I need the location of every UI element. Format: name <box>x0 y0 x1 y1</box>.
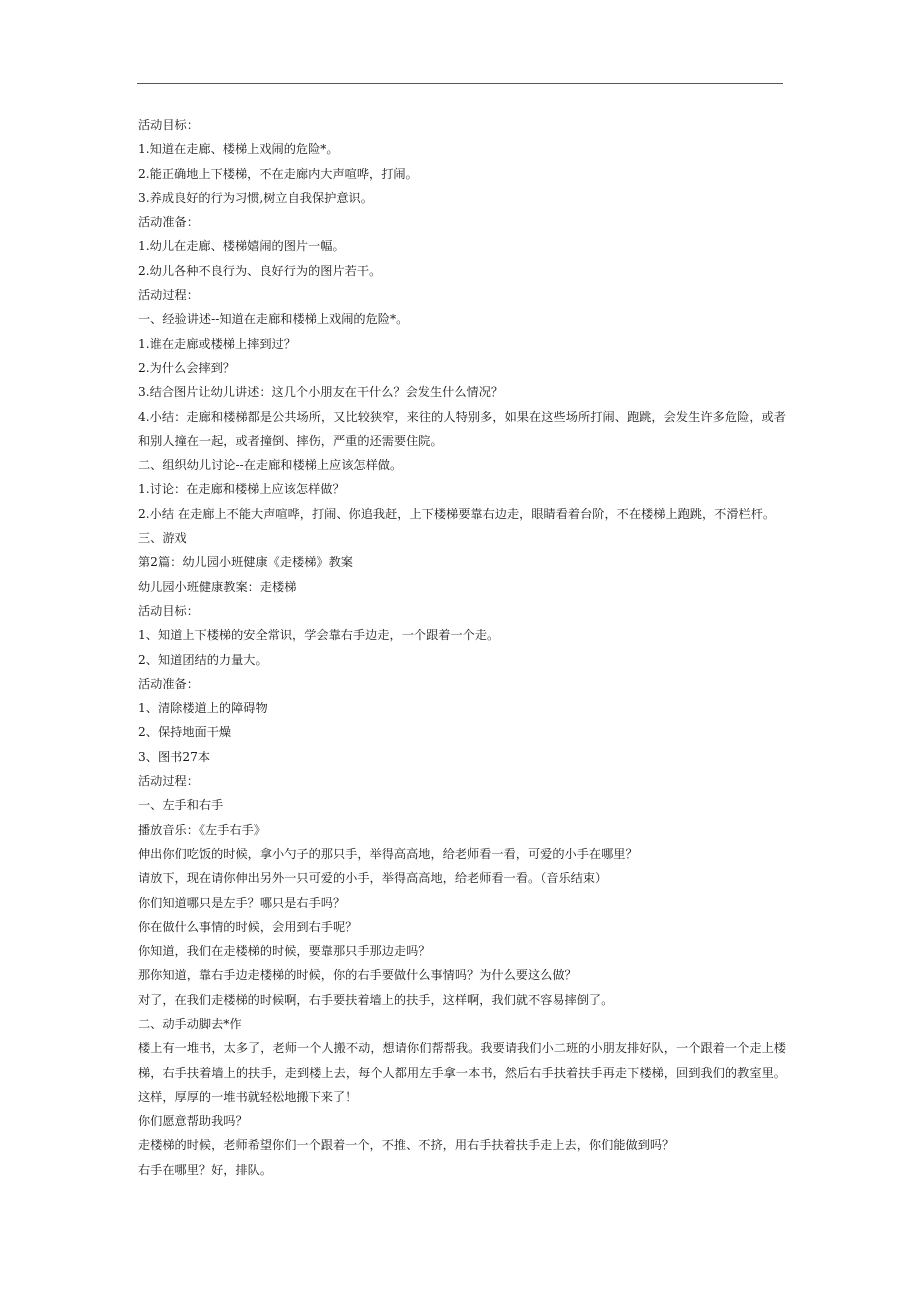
text-line: 1.讨论：在走廊和楼梯上应该怎样做？ <box>138 482 345 497</box>
heading-activity-process: 活动过程： <box>138 288 199 303</box>
text-line: 你知道，我们在走楼梯的时候，要靠那只手那边走吗？ <box>138 944 431 959</box>
text-line: 3.结合图片让幼儿讲述：这几个小朋友在干什么？会发生什么情况？ <box>138 385 504 400</box>
text-line: 伸出你们吃饭的时候，拿小勺子的那只手，举得高高地，给老师看一看，可爱的小手在哪里？ <box>138 846 638 861</box>
heading-activity-prep: 活动准备： <box>138 676 199 691</box>
text-line: 那你知道，靠右手边走楼梯的时候，你的右手要做什么事情吗？为什么要这么做？ <box>138 968 577 983</box>
text-line: 2.小结 在走廊上不能大声喧哗，打闹、你追我赶，上下楼梯要靠右边走，眼睛看着台阶，不在楼梯上跑跳，不滑栏杆。 <box>138 506 776 521</box>
text-line: 2.为什么会摔到？ <box>138 360 235 375</box>
text-line: 2、知道团结的力量大。 <box>138 652 268 667</box>
text-line: 1.幼儿在走廊、楼梯嬉闹的图片一幅。 <box>138 239 345 254</box>
text-line: 播放音乐：《左手右手》 <box>138 822 266 837</box>
text-line: 对了，在我们走楼梯的时候啊，右手要扶着墙上的扶手，这样啊，我们就不容易摔倒了。 <box>138 992 614 1007</box>
heading-activity-goals: 活动目标： <box>138 118 199 132</box>
text-line: 2、保持地面干燥 <box>138 725 232 740</box>
heading-activity-prep: 活动准备： <box>138 215 199 230</box>
text-line: 3、图书27本 <box>138 749 211 764</box>
summary-paragraph: 4.小结：走廊和楼梯都是公共场所，又比较狭窄，来往的人特别多，如果在这些场所打闹、跑跳，会发生许多危险，或者和别人撞在一起，或者撞倒、摔伤，严重的还需要住院。 <box>138 409 786 448</box>
text-line: 1、知道上下楼梯的安全常识，学会靠右手边走，一个跟着一个走。 <box>138 628 500 643</box>
section-heading: 三、游戏 <box>138 531 187 546</box>
lesson-title: 幼儿园小班健康教案：走楼梯 <box>138 579 297 594</box>
text-line: 2.能正确地上下楼梯，不在走廊内大声喧哗，打闹。 <box>138 166 418 181</box>
text-line: 1、清除楼道上的障碍物 <box>138 701 268 716</box>
text-line: 右手在哪里？好，排队。 <box>138 1162 273 1177</box>
text-line: 3.养成良好的行为习惯,树立自我保护意识。 <box>138 190 373 205</box>
section-heading: 一、经验讲述--知道在走廊和楼梯上戏闹的危险*。 <box>138 312 409 327</box>
heading-activity-process: 活动过程： <box>138 774 199 789</box>
text-line: 你在做什么事情的时候，会用到右手呢？ <box>138 919 358 934</box>
heading-activity-goals: 活动目标： <box>138 603 199 618</box>
header-rule <box>137 83 783 84</box>
text-line: 你们愿意帮助我吗？ <box>138 1114 248 1129</box>
section-heading: 二、动手动脚去*作 <box>138 1016 242 1031</box>
text-line: 1.知道在走廊、楼梯上戏闹的危险*。 <box>138 142 339 157</box>
text-line: 2.幼儿各种不良行为、良好行为的图片若干。 <box>138 263 382 278</box>
text-line: 1.谁在走廊或楼梯上摔到过？ <box>138 336 296 351</box>
text-line: 请放下，现在请你伸出另外一只可爱的小手，举得高高地，给老师看一看。（音乐结束） <box>138 871 608 886</box>
section-heading: 二、组织幼儿讨论--在走廊和楼梯上应该怎样做。 <box>138 458 403 473</box>
document-body <box>138 113 786 1182</box>
section-heading: 一、左手和右手 <box>138 798 224 813</box>
text-line: 走楼梯的时候，老师希望你们一个跟着一个，不推、不挤，用右手扶着扶手走上去，你们能做到吗？ <box>138 1138 675 1153</box>
instruction-paragraph: 楼上有一堆书，太多了，老师一个人搬不动，想请你们帮帮我。我要请我们小二班的小朋友排好队，一个跟着一个走上楼梯，右手扶着墙上的扶手，走到楼上去，每个人都用左手拿一本书，然后右手扶着扶手再走下楼梯，回到我们的教室里。这样，厚厚的一堆书就轻松地搬下来了！ <box>138 1041 786 1104</box>
chapter-title: 第2篇：幼儿园小班健康《走楼梯》教案 <box>138 555 353 570</box>
text-line: 你们知道哪只是左手？哪只是右手吗？ <box>138 895 346 910</box>
